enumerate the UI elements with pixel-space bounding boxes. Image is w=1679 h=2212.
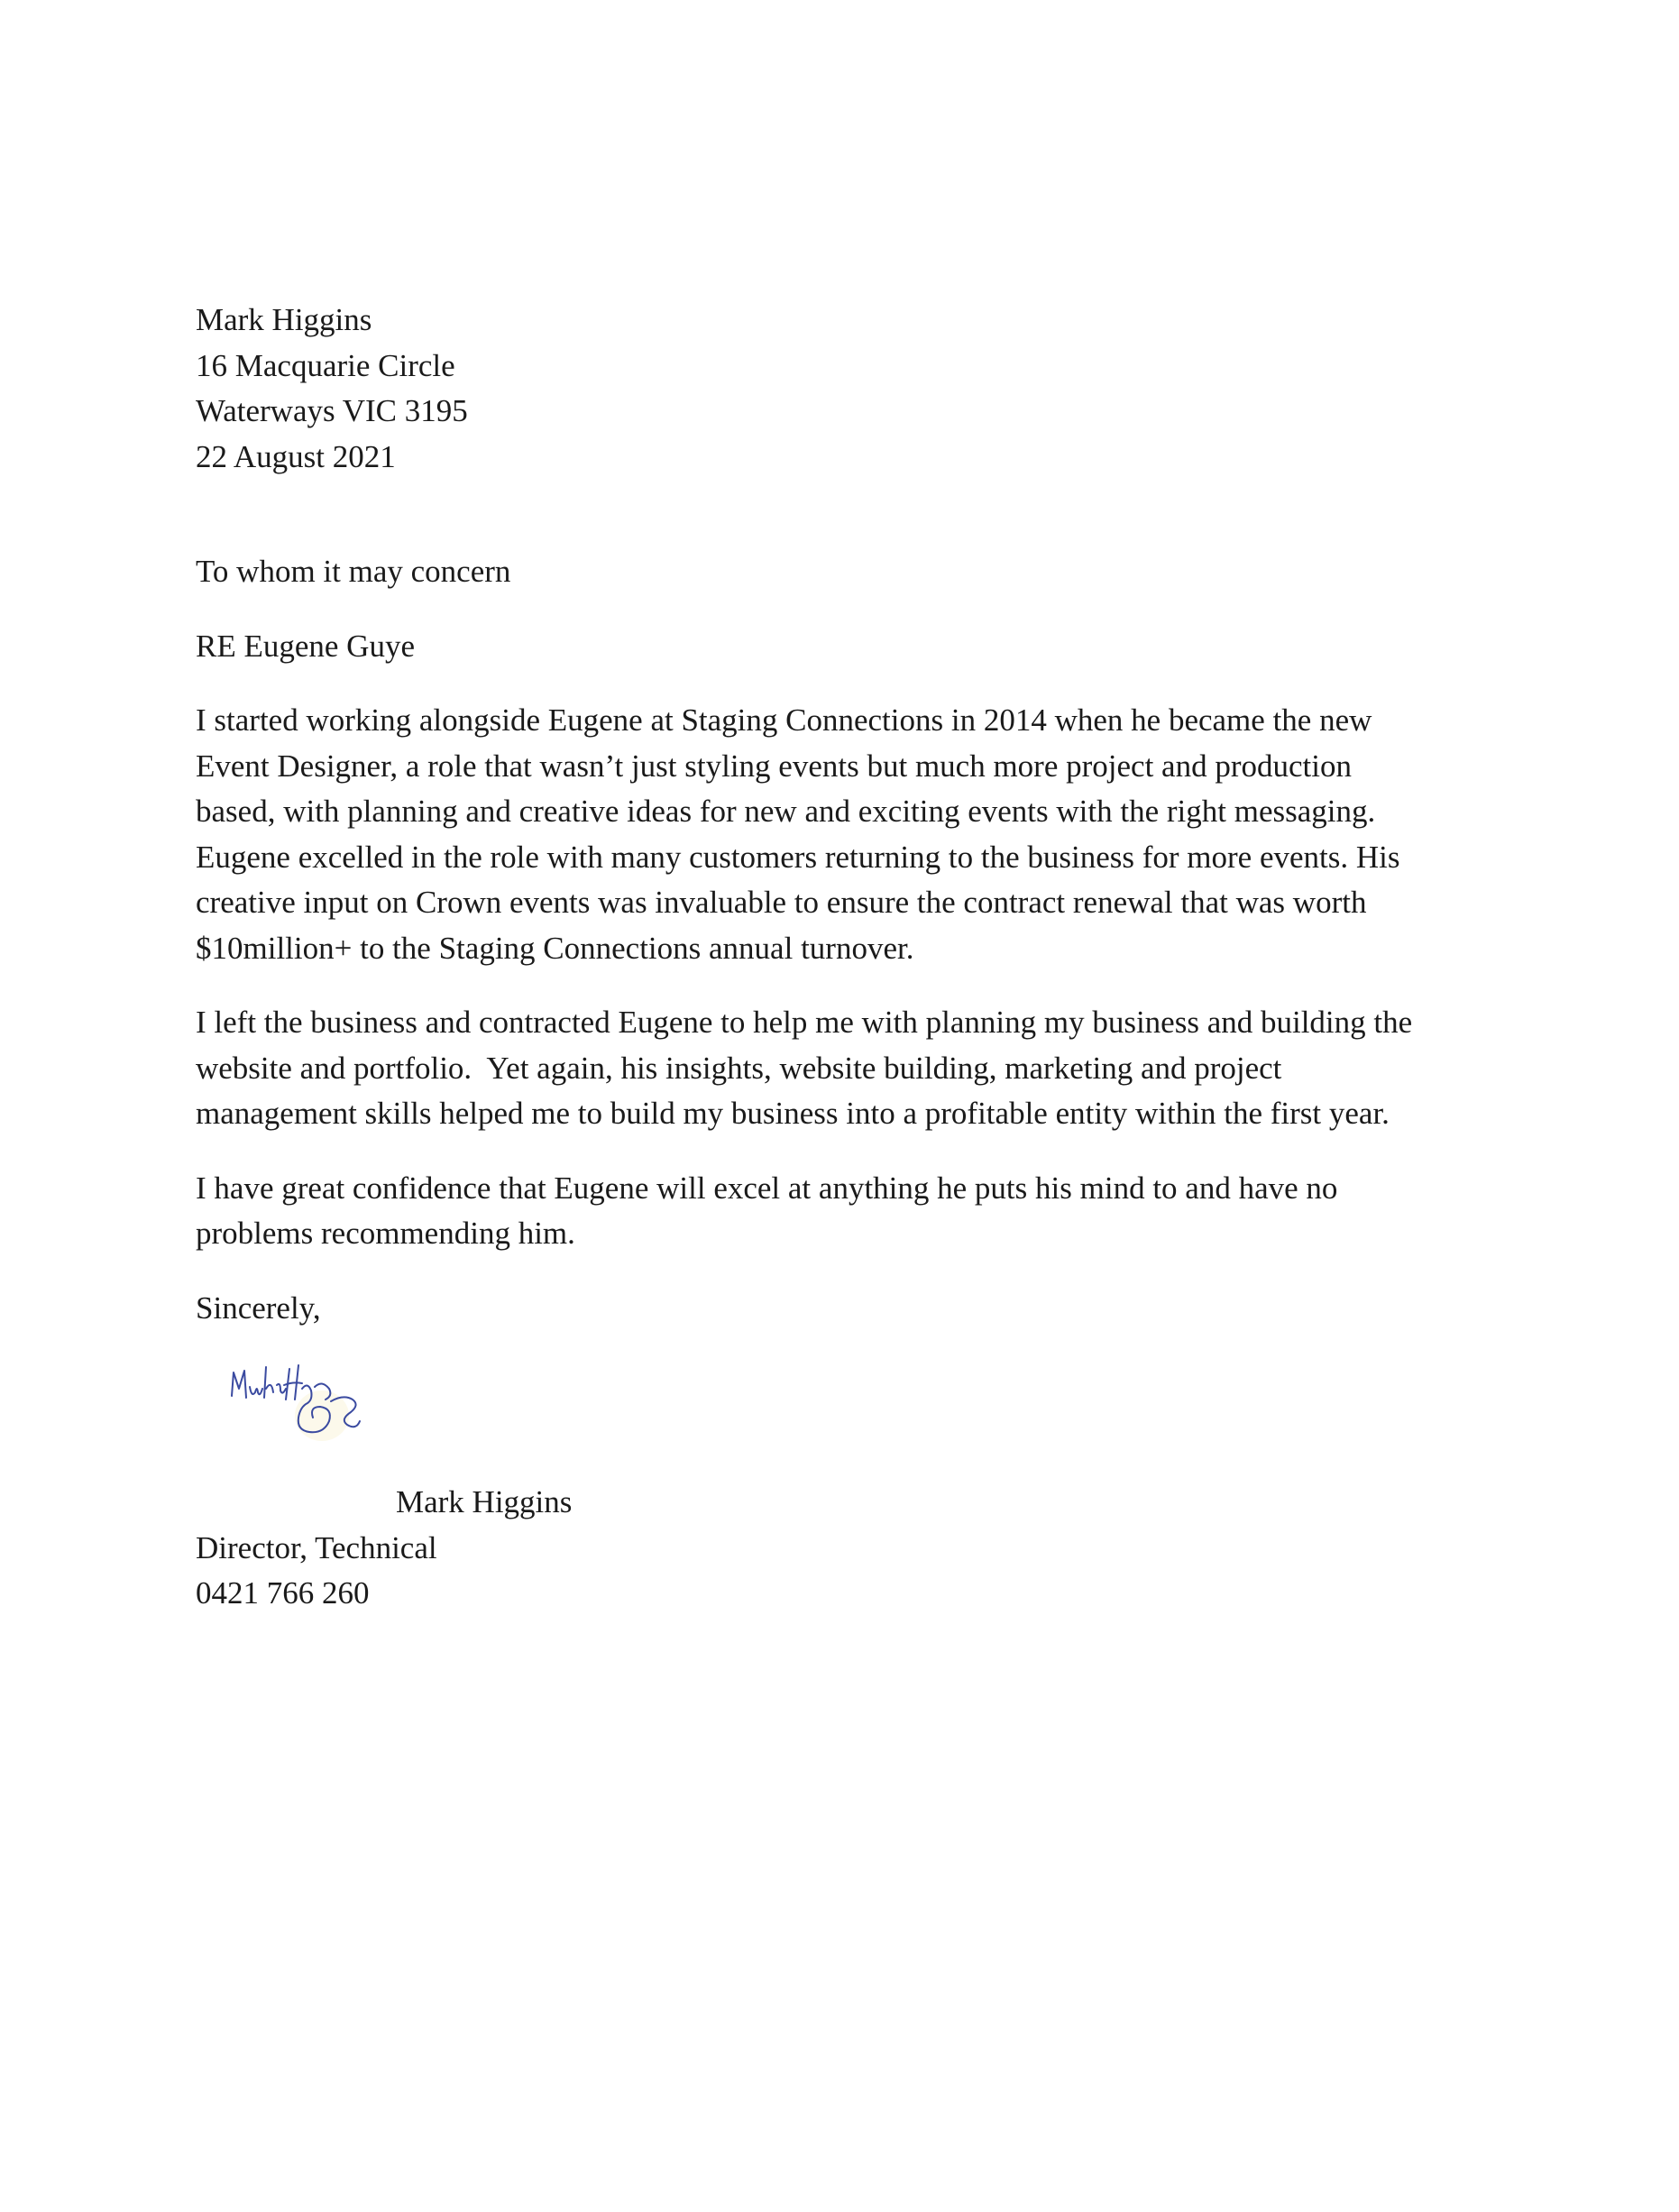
paragraph-line: $10million+ to the Staging Connections annual turnover.	[196, 930, 914, 966]
paragraph-line: Event Designer, a role that wasn’t just styling events but much more project and production	[196, 748, 1352, 784]
paragraph-line: I started working alongside Eugene at Staging Connections in 2014 when he became the new	[196, 702, 1372, 738]
sender-name: Mark Higgins	[196, 302, 372, 337]
salutation: To whom it may concern	[196, 554, 511, 589]
letter-date: 22 August 2021	[196, 438, 396, 474]
signature	[225, 1331, 1494, 1480]
paragraph-line: website and portfolio. Yet again, his insights, website building, marketing and project	[196, 1050, 1282, 1086]
paragraph-3	[196, 1166, 1494, 1257]
paragraph-line: based, with planning and creative ideas for new and exciting events with the right messaging.	[196, 794, 1376, 829]
paragraph-1	[196, 698, 1494, 971]
paragraph-line: Eugene excelled in the role with many customers returning to the business for more events. His	[196, 839, 1400, 875]
paragraph-2	[196, 1000, 1494, 1137]
paragraph-line: management skills helped me to build my business into a profitable entity within the first year.	[196, 1096, 1390, 1131]
closing: Sincerely,	[196, 1290, 321, 1326]
signer-phone: 0421 766 260	[196, 1575, 370, 1611]
signer-name: Mark Higgins	[396, 1484, 573, 1519]
handwritten-signature-icon	[225, 1353, 369, 1461]
signer-title: Director, Technical	[196, 1529, 437, 1565]
paragraph-line: problems recommending him.	[196, 1216, 575, 1251]
letter-body	[196, 298, 1494, 1617]
paragraph-line: I have great confidence that Eugene will excel at anything he puts his mind to and have no	[196, 1170, 1338, 1206]
sender-address-block	[196, 298, 1494, 480]
sender-street: 16 Macquarie Circle	[196, 347, 455, 383]
paragraph-line: I left the business and contracted Eugene to help me with planning my business and building the	[196, 1005, 1413, 1040]
sender-suburb: Waterways VIC 3195	[196, 393, 468, 428]
subject-line: RE Eugene Guye	[196, 628, 415, 664]
paragraph-line: creative input on Crown events was invaluable to ensure the contract renewal that was worth	[196, 885, 1367, 920]
